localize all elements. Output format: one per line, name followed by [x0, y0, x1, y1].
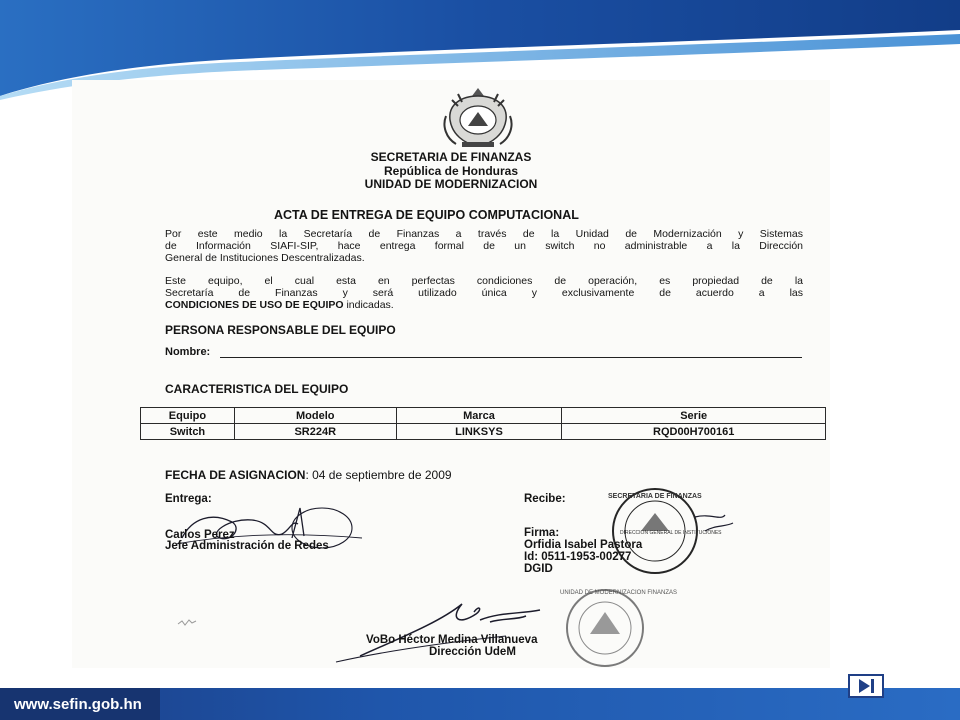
seal-bottom-text: UNIDAD DE MODERNIZACION FINANZAS [560, 590, 678, 596]
features-heading: CARACTERISTICA DEL EQUIPO [165, 382, 349, 396]
table-row [141, 424, 826, 440]
paragraph-1 [165, 228, 803, 264]
recibe-id: Id: 0511-1953-00277 [524, 551, 632, 563]
entrega-name: Carlos Perez [165, 529, 235, 541]
equipment-table [140, 407, 826, 440]
entrega-title: Jefe Administración de Redes [165, 540, 329, 552]
seal-right-inner-text: DIRECCION GENERAL DE INSTITUCIONES [620, 530, 722, 536]
responsible-heading: PERSONA RESPONSABLE DEL EQUIPO [165, 323, 396, 337]
document-title: ACTA DE ENTREGA DE EQUIPO COMPUTACIONAL [274, 208, 579, 222]
table-header-cell: Serie [562, 408, 826, 424]
paragraph-2-line: Secretaría de Finanzas y será utilizado única y exclusivamente de acuerdo a las [165, 287, 803, 299]
vobo-name: VoBo Héctor Medina Villanueva [366, 634, 538, 646]
header-line-3: UNIDAD DE MODERNIZACION [364, 177, 538, 191]
footer-url[interactable]: www.sefin.gob.hn [14, 696, 142, 713]
nombre-underline [220, 357, 802, 358]
recibe-label: Recibe: [524, 493, 566, 505]
nombre-label: Nombre: [165, 346, 211, 358]
conditions-bold-text: CONDICIONES DE USO DE EQUIPO [165, 299, 344, 311]
table-cell: LINKSYS [396, 424, 562, 440]
table-header-cell: Equipo [141, 408, 235, 424]
coat-of-arms-icon [438, 86, 518, 148]
table-cell: RQD00H700161 [562, 424, 826, 440]
recibe-org: DGID [524, 563, 553, 575]
seal-right-text: SECRETARIA DE FINANZAS [608, 493, 702, 500]
entrega-label: Entrega: [165, 493, 212, 505]
table-cell: SR224R [234, 424, 396, 440]
paragraph-2-line: Este equipo, el cual esta en perfectas condiciones de operación, es propiedad de la [165, 275, 803, 287]
next-slide-button[interactable] [848, 674, 884, 698]
paragraph-2-line [165, 299, 803, 311]
fecha-label: FECHA DE ASIGNACION [165, 468, 306, 482]
table-header-cell: Marca [396, 408, 562, 424]
paragraph-1-line: Por este medio la Secretaría de Finanzas a través de la Unidad de Modernización y Sistemas [165, 228, 803, 240]
table-header-cell: Modelo [234, 408, 396, 424]
header-line-2: República de Honduras [383, 164, 519, 178]
paragraph-1-line: General de Instituciones Descentralizadas. [165, 252, 365, 264]
table-cell: Switch [141, 424, 235, 440]
conditions-tail-text: indicadas. [343, 299, 394, 311]
fecha-line [165, 468, 452, 482]
paragraph-1-line: de Información SIAFI-SIP, hace entrega formal de un switch no administrable a la Dirección [165, 240, 803, 252]
scan-speck [176, 616, 202, 628]
fecha-value: : 04 de septiembre de 2009 [305, 468, 452, 482]
vobo-title: Dirección UdeM [429, 646, 516, 658]
scanned-document [72, 80, 830, 668]
paragraph-2 [165, 275, 803, 311]
table-header-row [141, 408, 826, 424]
firma-label: Firma: [524, 527, 560, 539]
header-line-1: SECRETARIA DE FINANZAS [370, 150, 532, 164]
next-slide-icon [850, 676, 882, 696]
recibe-name: Orfidia Isabel Pastora [524, 539, 643, 551]
